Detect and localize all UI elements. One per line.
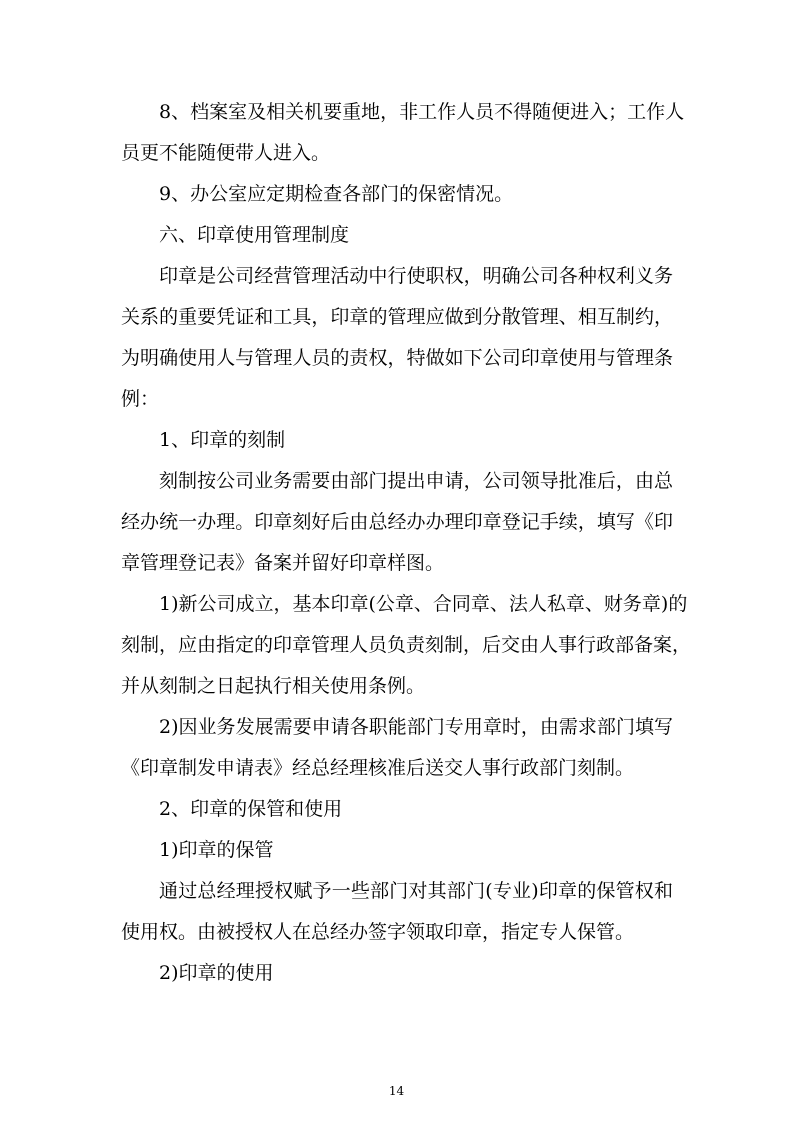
subsection-heading: 2、印章的保管和使用 xyxy=(159,798,343,820)
paragraph-line: 刻制，应由指定的印章管理人员负责刻制，后交由人事行政部备案， xyxy=(121,634,692,656)
paragraph-line: 2)因业务发展需要申请各职能部门专用章时，由需求部门填写 xyxy=(159,716,673,738)
paragraph-line: 1)新公司成立，基本印章(公章、合同章、法人私章、财务章)的 xyxy=(159,593,688,615)
paragraph-line: 通过总经理授权赋予一些部门对其部门(专业)印章的保管权和 xyxy=(159,880,673,902)
paragraph-line: 9、办公室应定期检查各部门的保密情况。 xyxy=(159,183,514,205)
subsection-heading: 2)印章的使用 xyxy=(159,962,274,984)
paragraph-line: 经办统一办理。印章刻好后由总经办办理印章登记手续，填写《印 xyxy=(121,511,673,533)
paragraph-line: 使用权。由被授权人在总经办签字领取印章，指定专人保管。 xyxy=(121,921,635,943)
page-number: 14 xyxy=(388,1084,405,1098)
paragraph-line: 章管理登记表》备案并留好印章样图。 xyxy=(121,552,445,574)
document-body xyxy=(121,92,692,994)
paragraph-line: 印章是公司经营管理活动中行使职权，明确公司各种权利义务 xyxy=(159,265,673,287)
section-heading: 六、印章使用管理制度 xyxy=(159,224,350,246)
paragraph-line: 为明确使用人与管理人员的责权，特做如下公司印章使用与管理条 xyxy=(121,347,673,369)
paragraph-line: 《印章制发申请表》经总经理核准后送交人事行政部门刻制。 xyxy=(121,757,635,779)
paragraph-line: 关系的重要凭证和工具，印章的管理应做到分散管理、相互制约， xyxy=(121,306,673,328)
subsection-heading: 1)印章的保管 xyxy=(159,839,274,861)
paragraph-line: 并从刻制之日起执行相关使用条例。 xyxy=(121,675,426,697)
paragraph-line: 员更不能随便带人进入。 xyxy=(121,142,331,164)
paragraph-line: 刻制按公司业务需要由部门提出申请，公司领导批准后，由总 xyxy=(159,470,673,492)
subsection-heading: 1、印章的刻制 xyxy=(159,429,286,451)
paragraph-line: 例： xyxy=(121,388,160,410)
paragraph-line: 8、档案室及相关机要重地，非工作人员不得随便进入；工作人 xyxy=(159,101,685,123)
